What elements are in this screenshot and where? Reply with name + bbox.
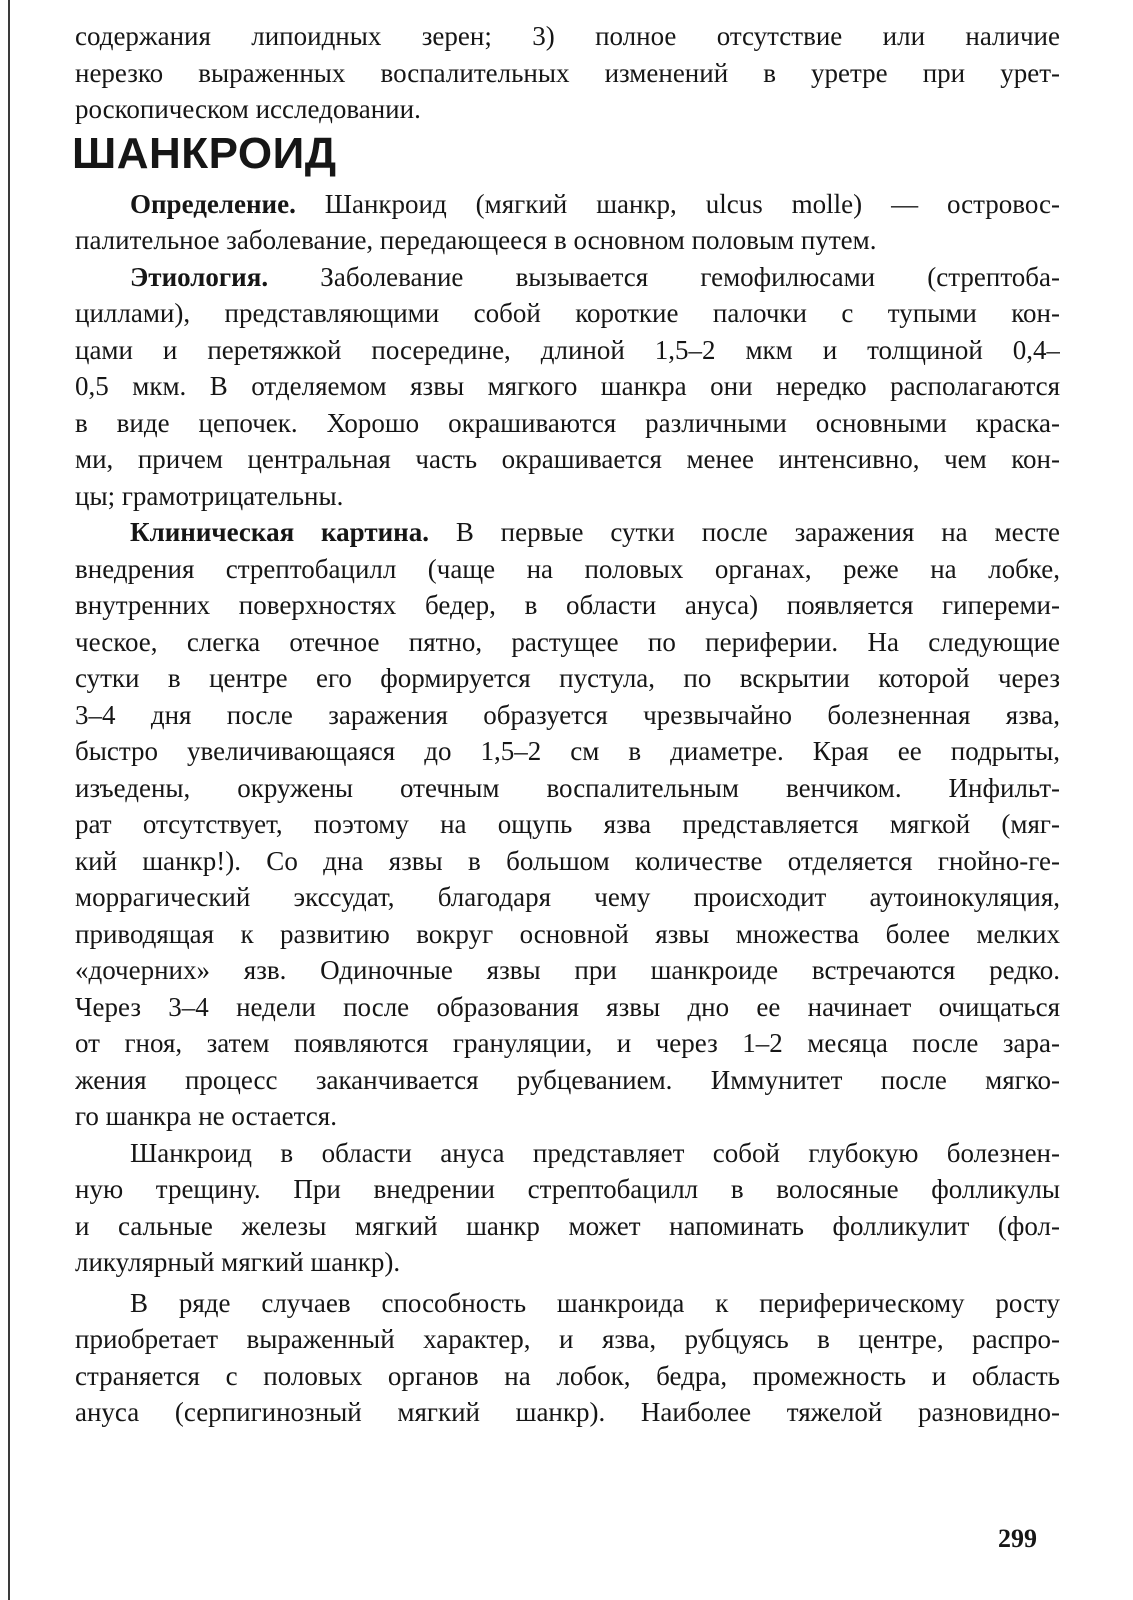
text-line: внутренних поверхностях бедер, в области ануса) появляется гипереми-	[75, 590, 1060, 620]
clinical-paragraph	[75, 514, 1060, 1135]
text-line: го шанкра не остается.	[75, 1101, 337, 1131]
text-line: внедрения стрептобацилл (чаще на половых органах, реже на лобке,	[75, 553, 1060, 584]
text-line: ануса (серпигинозный мягкий шанкр). Наиболее тяжелой разновидно-	[75, 1397, 1060, 1427]
text-line: роскопическом исследовании.	[75, 94, 421, 124]
text-line: Шанкроид в области ануса представляет собой глубокую болезнен-	[130, 1137, 1060, 1168]
text-line: сутки в центре его формируется пустула, по вскрытии которой через	[75, 663, 1060, 693]
intro-paragraph	[75, 18, 1060, 128]
text-line: моррагический экссудат, благодаря чему происходит аутоинокуляция,	[75, 882, 1060, 912]
text-line: кий шанкр!). Со дна язвы в большом количестве отделяется гнойно-ге-	[75, 845, 1060, 876]
section-title: ШАНКРОИД	[72, 128, 337, 178]
page-number: 299	[998, 1524, 1037, 1553]
document-page	[72, 18, 1060, 1431]
text-line: Через 3–4 недели после образования язвы дно ее начинает очищаться	[75, 991, 1060, 1022]
text-line: рат отсутствует, поэтому на ощупь язва представляется мягкой (мяг-	[75, 809, 1060, 839]
text-line: 3–4 дня после заражения образуется чрезвычайно болезненная язва,	[75, 699, 1060, 730]
clinical-term: Клиническая картина.	[130, 517, 429, 547]
text-line: цами и перетяжкой посередине, длиной 1,5–2 мкм и толщиной 0,4–	[75, 334, 1060, 365]
text-line: ликулярный мягкий шанкр).	[75, 1247, 401, 1277]
text-line: и сальные железы мягкий шанкр может напоминать фолликулит (фол-	[75, 1210, 1060, 1241]
text-line: от гноя, затем появляются грануляции, и через 1–2 месяца после зара-	[75, 1028, 1060, 1058]
text-line: ческое, слегка отечное пятно, растущее по периферии. На следующие	[75, 626, 1060, 657]
definition-text: Шанкроид (мягкий шанкр, ulcus molle) — островос-	[295, 188, 1060, 219]
definition-paragraph	[75, 186, 1060, 259]
text-line: ми, причем центральная часть окрашивается менее интенсивно, чем кон-	[75, 444, 1060, 474]
text-line: нерезко выраженных воспалительных изменений в уретре при урет-	[75, 57, 1060, 88]
text-line: В ряде случаев способность шанкроида к периферическому росту	[130, 1287, 1060, 1318]
text-line: 0,5 мкм. В отделяемом язвы мягкого шанкра они нередко располагаются	[75, 371, 1060, 401]
text-line: приобретает выраженный характер, и язва, рубцуясь в центре, распро-	[75, 1324, 1060, 1354]
text-line: страняется с половых органов на лобок, бедра, промежность и область	[75, 1360, 1060, 1391]
text-line: «дочерних» язв. Одиночные язвы при шанкроиде встречаются редко.	[75, 955, 1060, 985]
text-line: ную трещину. При внедрении стрептобацилл в волосяные фолликулы	[75, 1174, 1060, 1204]
text-line: содержания липоидных зерен; 3) полное отсутствие или наличие	[75, 21, 1060, 51]
page-edge-line	[8, 0, 10, 1600]
text-line: быстро увеличивающаяся до 1,5–2 см в диаметре. Края ее подрыты,	[75, 736, 1060, 766]
definition-term: Определение.	[130, 188, 296, 219]
text-line: приводящая к развитию вокруг основной язвы множества более мелких	[75, 918, 1060, 949]
text-line	[75, 259, 1060, 296]
clinical-text: В первые сутки после заражения на месте	[428, 517, 1060, 547]
text-line: в виде цепочек. Хорошо окрашиваются различными основными краска-	[75, 407, 1060, 438]
anal-chancroid-paragraph	[75, 1135, 1060, 1281]
text-line: цы; грамотрицательны.	[75, 480, 344, 511]
text-line: изъедены, окружены отечным воспалительным венчиком. Инфильт-	[75, 772, 1060, 803]
etiology-term: Этиология.	[130, 261, 269, 292]
etiology-paragraph	[75, 259, 1060, 515]
text-line: палительное заболевание, передающееся в основном половым путем.	[75, 225, 877, 255]
text-line: циллами), представляющими собой короткие палочки с тупыми кон-	[75, 298, 1060, 328]
serpiginous-paragraph	[75, 1285, 1060, 1431]
text-line	[75, 514, 1060, 551]
etiology-text: Заболевание вызывается гемофилюсами (стрептоба-	[268, 261, 1060, 292]
text-line	[75, 186, 1060, 223]
text-line: жения процесс заканчивается рубцеванием. Иммунитет после мягко-	[75, 1064, 1060, 1095]
